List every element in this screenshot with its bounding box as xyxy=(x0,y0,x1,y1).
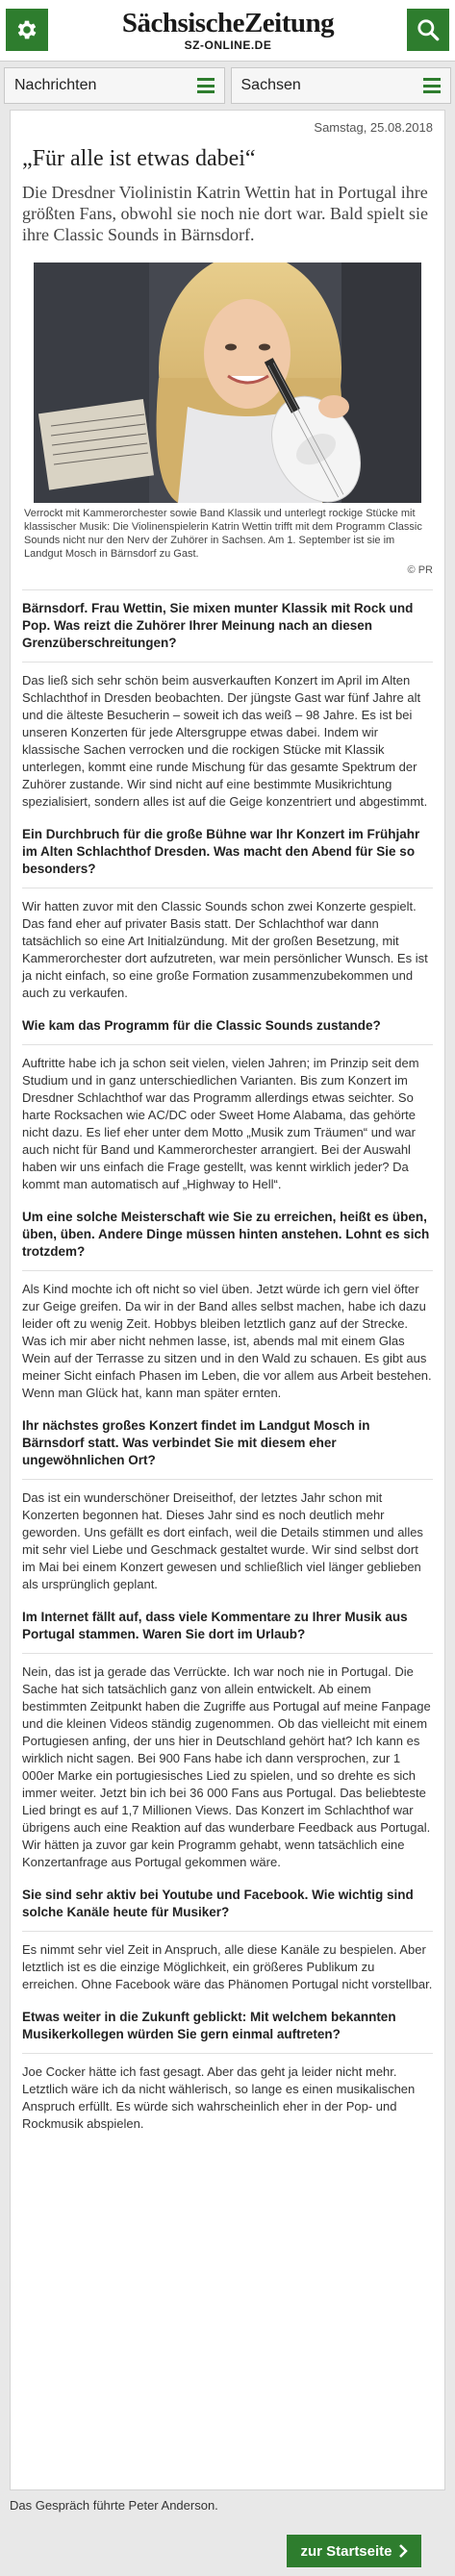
nav-nachrichten-label: Nachrichten xyxy=(14,77,97,93)
hamburger-icon xyxy=(423,78,441,93)
interview-question: Ihr nächstes großes Konzert findet im Landgut Mosch in Bärnsdorf statt. Was verbindet Sie mit diesem eher ungewöhnlichen Ort? xyxy=(22,1418,370,1467)
article-headline: „Für alle ist etwas dabei“ xyxy=(22,146,256,171)
logo-title: SächsischeZeitung xyxy=(121,8,335,38)
nav-sachsen-label: Sachsen xyxy=(240,77,301,93)
photo-credit: © PR xyxy=(407,564,433,576)
article xyxy=(10,110,445,2490)
divider xyxy=(22,1653,433,1654)
site-header xyxy=(0,0,455,62)
interview-question: Etwas weiter in die Zukunft geblickt: Mit welchem bekannten Musikerkollegen würden Sie gern einmal auftreten? xyxy=(22,2010,396,2041)
photo-caption: Verrockt mit Kammerorchester sowie Band Klassik und unterlegt rockige Stücke mit klassischer Musik: Die Violinenspielerin Katrin Wettin trifft mit dem Programm Classic Sounds nicht nur den Nerv der Zuhörer in Sachsen. Am 1. September ist sie im Landgut Mosch in Bärnsdorf zu Gast. xyxy=(24,508,422,560)
divider xyxy=(22,1270,433,1271)
divider xyxy=(22,1044,433,1045)
home-button[interactable] xyxy=(287,2535,421,2567)
search-button[interactable] xyxy=(407,9,449,51)
logo-subtitle: SZ-ONLINE.DE xyxy=(184,38,272,52)
nav-sachsen[interactable] xyxy=(231,67,452,104)
divider xyxy=(22,662,433,663)
violinist-photo-illustration xyxy=(34,263,421,503)
section-nav xyxy=(0,67,455,104)
interview-question: Um eine solche Meisterschaft wie Sie zu erreichen, heißt es üben, üben, üben. Andere Dinge müssen hinten anstehen. Lohnt es sich trotzdem? xyxy=(22,1210,430,1259)
interview-answer: Auftritte habe ich ja schon seit vielen, vielen Jahren; im Prinzip seit dem Studium und in ganz unterschiedlichen Varianten. Bis zum Konzert im Dresdner Schlachthof war das Programm allerdings etwas seichter. So harte Rocksachen wie AC/DC oder Sweet Home Alabama, das gehörte nicht dazu. Es lief eher unter dem Motto „Musik zum Träumen“ und war auch nicht für Band und Kammerorchester arrangiert. Bei der Auswahl haben wir uns einfach die Frage gestellt, was kennt wirklich jeder? Da kommt man automatisch auf „Highway to Hell“. xyxy=(22,1056,419,1191)
interview-answer: Joe Cocker hätte ich fast gesagt. Aber das geht ja leider nicht mehr. Letztlich wäre ich da nicht wählerisch, so lange es einen musikalischen Anspruch erfüllt. Es würde sich wahrscheinlich eher in der Pop- und Rockmusik abspielen. xyxy=(22,2064,416,2131)
home-button-label: zur Startseite xyxy=(300,2542,392,2560)
divider xyxy=(22,1479,433,1480)
search-icon xyxy=(416,17,441,42)
interview-question: Im Internet fällt auf, dass viele Kommentare zu Ihrer Musik aus Portugal stammen. Waren Sie dort im Urlaub? xyxy=(22,1610,408,1641)
interview-answer: Als Kind mochte ich oft nicht so viel üben. Jetzt würde ich gern viel öfter zur Geige greifen. Da wir in der Band alles selbst machen, habe ich dazu leider oft zu wenig Zeit. Hobbys bleiben letztlich ganz auf der Strecke. Was ich mir aber nicht nehmen lasse, ist, abends mal mit einem Glas Wein auf der Terrasse zu sitzen und in den Wald zu schauen. Es gibt aus meiner Sicht einfach Phasen im Leben, die vor allem aus Arbeit bestehen. Wenn man Glück hat, kann man später ernten. xyxy=(22,1282,432,1400)
divider xyxy=(22,589,433,590)
article-signature: Das Gespräch führte Peter Anderson. xyxy=(10,2498,218,2513)
nav-nachrichten[interactable] xyxy=(4,67,225,104)
gear-icon xyxy=(14,17,39,42)
interview-answer: Nein, das ist ja gerade das Verrückte. Ich war noch nie in Portugal. Die Sache hat sich tatsächlich ganz von allein entwickelt. Ab einem bestimmten Zeitpunkt haben die Zugriffe aus Portugal auf meine Fanpage und die kleinen Videos ständig zugenommen. Ob das vielleicht mit einem Portugiesen anfing, der uns hier in Deutschland gehört hat? Ich kann es wirklich nicht sagen. Bei 900 Fans habe ich dann versprochen, zur 1 000er Marke ein portugiesisches Lied zu spielen, und so drehte es sich immer weiter. Jetzt bin ich bei 36 000 Fans aus Portugal. Das beliebteste Lied bringt es auf 1,7 Millionen Views. Das Konzert im Schlachthof war übrigens auch eine Reaktion auf das wunderbare Feedback aus Portugal. Wir hätten ja zuvor gar kein Programm gehabt, wenn tatsächlich eine Konzertanfrage aus Portugal gekommen wäre. xyxy=(22,1664,431,1869)
site-logo[interactable] xyxy=(108,8,348,52)
article-lead: Die Dresdner Violinistin Katrin Wettin hat in Portugal ihre größten Fans, obwohl sie noch nie dort war. Bald spielt sie ihre Classic Sounds in Bärnsdorf. xyxy=(22,183,428,244)
interview-answer: Das ließ sich sehr schön beim ausverkauften Konzert im April im Alten Schlachthof in Dresden beobachten. Der jüngste Gast war fünf Jahre alt und die älteste Besucherin – soweit ich das weiß – 98 Jahre. Es ist bei unseren Konzerten für jede Altersgruppe etwas dabei. Indem wir klassische Sachen verrocken und die rockigen Stücke mit Klassik unterlegen, kommt eine runde Mischung für das gesamte Spektrum der Zuhörer zustande. Wir sind nicht auf eine bestimmte Musikrichtung spezialisiert, sondern alles ist auf die Geige konzentriert und abgestimmt. xyxy=(22,673,428,809)
chevron-right-icon xyxy=(398,2544,408,2558)
divider xyxy=(22,2053,433,2054)
interview-question: Wie kam das Programm für die Classic Sounds zustande? xyxy=(22,1018,381,1033)
divider xyxy=(22,1931,433,1932)
article-date: Samstag, 25.08.2018 xyxy=(314,120,433,135)
interview-question: Bärnsdorf. Frau Wettin, Sie mixen munter Klassik mit Rock und Pop. Was reizt die Zuhörer Ihrer Meinung nach an diesen Grenzüberschreitungen? xyxy=(22,601,414,650)
settings-button[interactable] xyxy=(6,9,48,51)
interview-answer: Das ist ein wunderschöner Dreiseithof, der letztes Jahr schon mit Konzerten begonnen hat. Dieses Jahr sind es noch deutlich mehr geworden. Uns gefällt es dort einfach, weil die Details stimmen und alles mit sehr viel Liebe und Geschmack gestaltet wurde. Wir sind selbst dort im Mai bei einem Konzert gewesen und schließlich viel länger geblieben als ursprünglich geplant. xyxy=(22,1490,423,1591)
interview-question: Ein Durchbruch für die große Bühne war Ihr Konzert im Frühjahr im Alten Schlachthof Dresden. Was macht den Abend für Sie so besonders? xyxy=(22,827,420,876)
interview-answer: Es nimmt sehr viel Zeit in Anspruch, alle diese Kanäle zu bespielen. Aber letztlich ist es die einzige Möglichkeit, ein größeres Publikum zu erreichen. Ohne Facebook wäre das Phänomen Portugal nicht vorstellbar. xyxy=(22,1942,433,1991)
interview-question: Sie sind sehr aktiv bei Youtube und Facebook. Wie wichtig sind solche Kanäle heute für Musiker? xyxy=(22,1888,414,1919)
hamburger-icon xyxy=(197,78,215,93)
interview-answer: Wir hatten zuvor mit den Classic Sounds schon zwei Konzerte gespielt. Das fand eher auf privater Basis statt. Der Schlachthof war dann tatsächlich so eine Art Initialzündung. Mit der großen Besetzung, mit Kammerorchester dort aufzutreten, war mein persönlicher Wunsch. Es ist ja nicht einfach, so eine große Formation zusammenzubekommen und auch zu verkaufen. xyxy=(22,899,428,1000)
article-photo[interactable] xyxy=(34,263,421,503)
